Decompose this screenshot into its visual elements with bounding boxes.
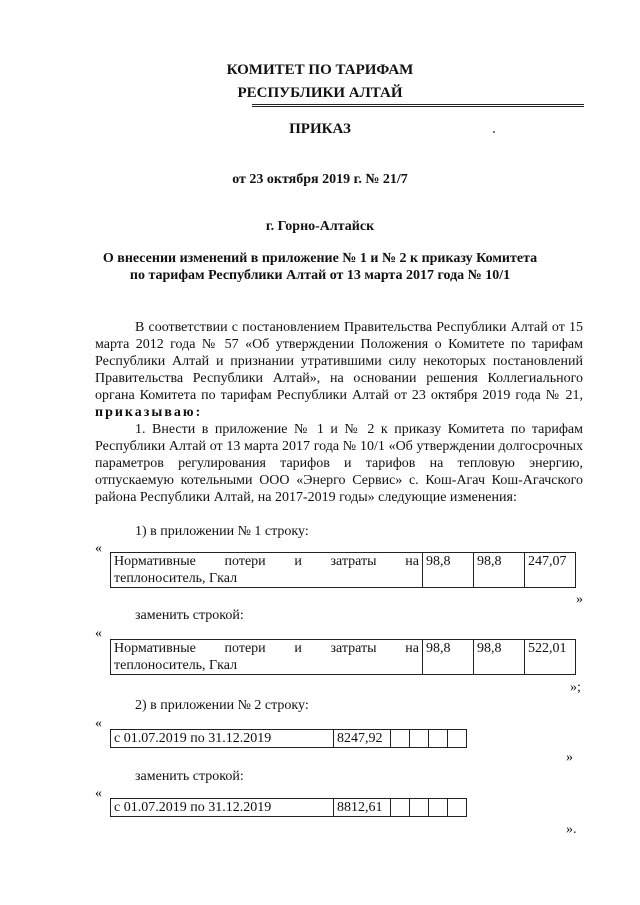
- table1-new-value-2: 98,8: [474, 640, 525, 675]
- sub-item-2: 2) в приложении № 2 строку:: [135, 698, 309, 713]
- preamble: [95, 319, 583, 421]
- table1-old-value-1: 98,8: [423, 553, 474, 588]
- table2-new: [110, 798, 467, 817]
- date-number: от 23 октября 2019 г. № 21/7: [232, 172, 408, 187]
- item-1: 1. Внести в приложение № 1 и № 2 к приказу Комитета по тарифам Республики Алтай от 13 марта 2017 года № 10/1 «Об утверждении долгосрочных параметров регулирования тарифов и тарифов на тепловую энергию, отпускаемую котельными ООО «Энерго Сервис» с. Кош-Агач Кош-Агачского района Республики Алтай, на 2017-2019 годы» следующие изменения:: [95, 422, 583, 505]
- table1-new-label: Нормативные потери и затраты на теплоноситель, Гкал: [111, 640, 423, 675]
- table2-old-empty-4: [448, 730, 467, 748]
- sub-item-1: 1) в приложении № 1 строку:: [135, 524, 309, 539]
- open-quote-2: «: [95, 626, 102, 641]
- table2-new-empty-3: [429, 799, 448, 817]
- city: г. Горно-Алтайск: [265, 219, 375, 234]
- subject-line2: по тарифам Республики Алтай от 13 марта 2017 года № 10/1: [129, 268, 511, 283]
- close-quote-2: »;: [570, 680, 581, 695]
- preamble-text: В соответствии с постановлением Правительства Республики Алтай от 15 марта 2012 года № 57 «Об утверждении Положения о Комитете по тарифам Республики Алтай и признании утратившими силу некоторых постановлений Правительства Республики Алтай», на основании решения Коллегиального органа Комитета по тарифам Республики Алтай от 23 октября 2019 года № 21,: [95, 320, 583, 403]
- replace-label-1: заменить строкой:: [135, 608, 244, 623]
- open-quote-1: «: [95, 541, 102, 556]
- table1-old-label: Нормативные потери и затраты на теплоноситель, Гкал: [111, 553, 423, 588]
- close-quote-4: ».: [566, 822, 577, 837]
- table1-new-value-3: 522,01: [525, 640, 576, 675]
- table2-old-empty-1: [391, 730, 410, 748]
- open-quote-3: «: [95, 716, 102, 731]
- scan-dot: [493, 131, 495, 133]
- close-quote-1: »: [576, 592, 583, 607]
- table1-new: [110, 639, 576, 675]
- replace-label-2: заменить строкой:: [135, 769, 244, 784]
- table2-new-period: с 01.07.2019 по 31.12.2019: [111, 799, 334, 817]
- table2-old-value: 8247,92: [334, 730, 391, 748]
- org-name-line1: КОМИТЕТ ПО ТАРИФАМ: [226, 62, 414, 78]
- header-rule-2: [252, 106, 584, 107]
- table2-new-empty-4: [448, 799, 467, 817]
- table1-new-value-1: 98,8: [423, 640, 474, 675]
- table2-old: [110, 729, 467, 748]
- table2-old-empty-3: [429, 730, 448, 748]
- order-word: приказываю:: [95, 405, 203, 420]
- table1-old-value-2: 98,8: [474, 553, 525, 588]
- table2-new-value: 8812,61: [334, 799, 391, 817]
- doc-type: ПРИКАЗ: [289, 121, 351, 137]
- table1-old: [110, 552, 576, 588]
- table2-old-period: с 01.07.2019 по 31.12.2019: [111, 730, 334, 748]
- table2-new-empty-1: [391, 799, 410, 817]
- table1-old-value-3: 247,07: [525, 553, 576, 588]
- close-quote-3: »: [566, 750, 573, 765]
- org-name-line2: РЕСПУБЛИКИ АЛТАЙ: [237, 85, 403, 101]
- open-quote-4: «: [95, 786, 102, 801]
- table2-old-empty-2: [410, 730, 429, 748]
- subject-line1: О внесении изменений в приложение № 1 и № 2 к приказу Комитета: [102, 251, 538, 266]
- header-rule: [252, 104, 584, 105]
- table2-new-empty-2: [410, 799, 429, 817]
